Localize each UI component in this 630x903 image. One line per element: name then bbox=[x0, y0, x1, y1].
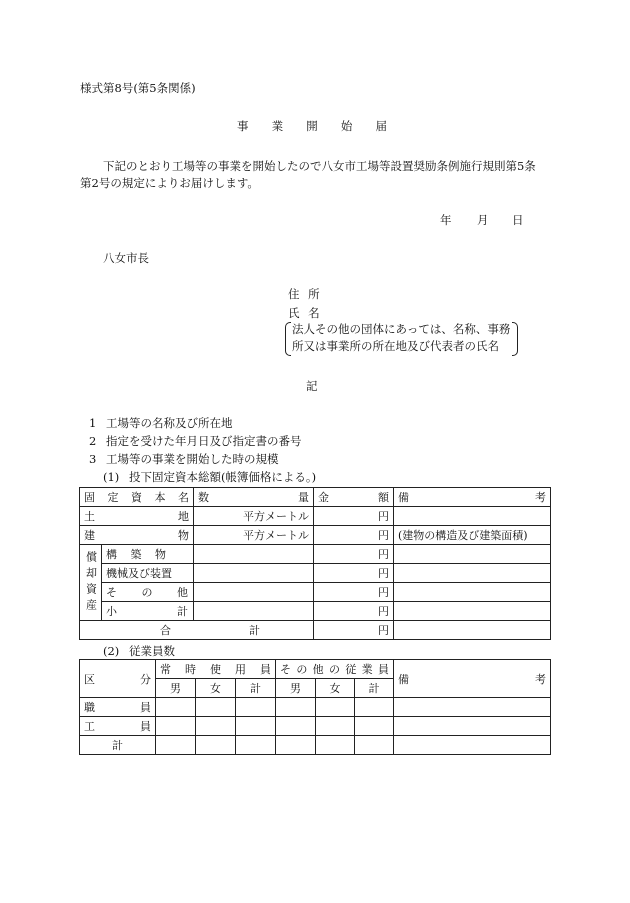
date-year: 年 bbox=[440, 213, 452, 227]
row-building-remarks: (建物の構造及び建築面積) bbox=[394, 526, 551, 545]
label-char: 本 bbox=[154, 491, 166, 504]
cell bbox=[316, 717, 355, 736]
label-char: 量 bbox=[298, 491, 309, 504]
label-char: 合 bbox=[160, 624, 171, 637]
item-1: 1 工場等の名称及び所在地 bbox=[89, 416, 233, 430]
label-char: 計 bbox=[249, 624, 260, 637]
label-char: 員 bbox=[377, 663, 389, 676]
row-subtotal-qty bbox=[194, 602, 314, 621]
header-amount bbox=[314, 488, 394, 507]
item-3: 3 工場等の事業を開始した時の規模 bbox=[89, 452, 279, 466]
row-machinery-name: 機械及び装置 bbox=[102, 564, 194, 583]
row-building-yen: 円 bbox=[314, 526, 394, 545]
label-char: 分 bbox=[140, 672, 151, 686]
label-char: 備 bbox=[398, 491, 409, 504]
label-char: 考 bbox=[535, 672, 547, 686]
row-structure-yen: 円 bbox=[314, 545, 394, 564]
label-char: 築 bbox=[130, 548, 142, 561]
label-char: 職 bbox=[84, 701, 95, 714]
row-machinery-qty bbox=[194, 564, 314, 583]
header-asset bbox=[80, 488, 194, 507]
cell bbox=[236, 717, 276, 736]
applicant-note bbox=[292, 321, 510, 355]
cell bbox=[276, 717, 316, 736]
header-category bbox=[80, 660, 156, 698]
table-row bbox=[80, 660, 551, 679]
label-char: 備 bbox=[398, 672, 410, 686]
label-char: 数 bbox=[198, 491, 209, 504]
label-char: 時 bbox=[185, 663, 196, 676]
label-char: 小 bbox=[106, 605, 117, 618]
header-qty bbox=[194, 488, 314, 507]
header-other bbox=[276, 660, 394, 679]
label-char: 定 bbox=[107, 491, 119, 504]
address-label: 住 所 bbox=[288, 287, 320, 301]
row-subtotal-name bbox=[102, 602, 194, 621]
bracket-right bbox=[512, 322, 518, 356]
label-char: 名 bbox=[178, 491, 189, 504]
row-building-unit: 平方メートル bbox=[194, 526, 314, 545]
label-char: 固 bbox=[84, 491, 95, 504]
cell bbox=[196, 717, 236, 736]
label-char: 物 bbox=[178, 529, 189, 542]
header-remarks bbox=[394, 488, 551, 507]
cell bbox=[355, 736, 394, 755]
cell bbox=[355, 698, 394, 717]
employee-table bbox=[79, 659, 551, 755]
capital-table bbox=[79, 487, 551, 640]
label-char: 計 bbox=[177, 605, 188, 618]
row-subtotal-yen: 円 bbox=[314, 602, 394, 621]
table-row bbox=[80, 564, 551, 583]
cell bbox=[394, 736, 551, 755]
label-char: 物 bbox=[155, 548, 166, 561]
label-char: 他 bbox=[312, 663, 324, 676]
date-month: 月 bbox=[477, 213, 489, 227]
label-char: 土 bbox=[84, 510, 95, 523]
cell bbox=[276, 698, 316, 717]
label-char: 区 bbox=[84, 672, 95, 686]
page-title bbox=[237, 118, 387, 134]
table-row bbox=[80, 602, 551, 621]
header-other-total: 計 bbox=[355, 679, 394, 698]
addressee: 八女市長 bbox=[103, 251, 149, 265]
row-worker-label bbox=[80, 717, 156, 736]
cell bbox=[394, 717, 551, 736]
row-total-label: 計 bbox=[80, 736, 156, 755]
label-char: 構 bbox=[106, 548, 117, 561]
row-subtotal-remarks bbox=[394, 602, 551, 621]
label-char: 地 bbox=[178, 510, 189, 523]
row-structure-remarks bbox=[394, 545, 551, 564]
cell bbox=[156, 736, 196, 755]
label-char: 資 bbox=[131, 491, 142, 504]
date-day: 日 bbox=[512, 213, 524, 227]
row-other-remarks bbox=[394, 583, 551, 602]
table-row bbox=[80, 526, 551, 545]
label-char: そ bbox=[280, 663, 292, 676]
name-label: 氏 名 bbox=[288, 306, 320, 320]
table-row bbox=[80, 736, 551, 755]
row-other-name bbox=[102, 583, 194, 602]
row-structure-qty bbox=[194, 545, 314, 564]
row-staff-label bbox=[80, 698, 156, 717]
row-structure-name bbox=[102, 545, 194, 564]
applicant-note-line2: 所又は事業所の所在地及び代表者の氏名 bbox=[292, 339, 499, 353]
body-text-line1: 下記のとおり工場等の事業を開始したので八女市工場等設置奨励条例施行規則第5条 bbox=[103, 159, 536, 173]
row-total-name bbox=[80, 621, 314, 640]
cell bbox=[316, 698, 355, 717]
header-other-female: 女 bbox=[316, 679, 355, 698]
label-char: の bbox=[296, 663, 308, 676]
table-row bbox=[80, 583, 551, 602]
label-char: 他 bbox=[177, 586, 188, 599]
cell bbox=[355, 717, 394, 736]
row-machinery-remarks bbox=[394, 564, 551, 583]
label-char: 従 bbox=[345, 663, 357, 676]
row-other-qty bbox=[194, 583, 314, 602]
label-char: 建 bbox=[84, 529, 95, 542]
table-row bbox=[80, 698, 551, 717]
depreciable-assets-label: 償却資産 bbox=[80, 545, 102, 621]
label-char: 額 bbox=[378, 491, 389, 504]
title-char: 届 bbox=[375, 119, 387, 133]
cell bbox=[236, 736, 276, 755]
row-total-remarks bbox=[394, 621, 551, 640]
label-char: の bbox=[329, 663, 340, 676]
label-char: 用 bbox=[235, 663, 246, 676]
label-char: 常 bbox=[160, 663, 171, 676]
subsection-2: (2) 従業員数 bbox=[103, 644, 175, 658]
label-char: 使 bbox=[210, 663, 221, 676]
label-char: 員 bbox=[140, 720, 151, 733]
cell bbox=[236, 698, 276, 717]
cell bbox=[276, 736, 316, 755]
applicant-note-line1: 法人その他の団体にあっては、名称、事務 bbox=[292, 322, 511, 336]
table-row bbox=[80, 621, 551, 640]
form-number: 様式第8号(第5条関係) bbox=[80, 81, 196, 95]
header-other-male: 男 bbox=[276, 679, 316, 698]
ki-label: 記 bbox=[306, 379, 318, 393]
subsection-1: (1) 投下固定資本総額(帳簿価格による。) bbox=[103, 470, 317, 484]
label-char: の bbox=[141, 586, 153, 599]
header-regular-total: 計 bbox=[236, 679, 276, 698]
title-char: 始 bbox=[340, 119, 353, 133]
label-char: 員 bbox=[260, 663, 271, 676]
cell bbox=[156, 717, 196, 736]
header-remarks bbox=[394, 660, 551, 698]
item-2: 2 指定を受けた年月日及び指定書の番号 bbox=[89, 434, 302, 448]
title-char: 開 bbox=[306, 119, 318, 133]
row-building-name bbox=[80, 526, 194, 545]
table-row bbox=[80, 507, 551, 526]
row-land-yen: 円 bbox=[314, 507, 394, 526]
row-machinery-yen: 円 bbox=[314, 564, 394, 583]
bracket-left bbox=[285, 322, 291, 356]
cell bbox=[316, 736, 355, 755]
label-char: 金 bbox=[318, 491, 329, 504]
header-regular bbox=[156, 660, 276, 679]
label-char: 員 bbox=[140, 701, 151, 714]
cell bbox=[196, 698, 236, 717]
row-land-name bbox=[80, 507, 194, 526]
table-row bbox=[80, 488, 551, 507]
title-char: 業 bbox=[271, 119, 284, 133]
row-land-unit: 平方メートル bbox=[194, 507, 314, 526]
header-regular-male: 男 bbox=[156, 679, 196, 698]
label-char: 業 bbox=[361, 663, 373, 676]
cell bbox=[394, 698, 551, 717]
body-text-line2: 第2号の規定によりお届けします。 bbox=[80, 176, 259, 190]
table-row bbox=[80, 545, 551, 564]
label-char: 考 bbox=[535, 491, 546, 504]
cell bbox=[156, 698, 196, 717]
title-char: 事 bbox=[237, 119, 249, 133]
table-row bbox=[80, 717, 551, 736]
label-char: そ bbox=[106, 586, 117, 599]
row-land-remarks bbox=[394, 507, 551, 526]
label-char: 工 bbox=[84, 720, 95, 733]
header-regular-female: 女 bbox=[196, 679, 236, 698]
cell bbox=[196, 736, 236, 755]
row-other-yen: 円 bbox=[314, 583, 394, 602]
row-total-yen: 円 bbox=[314, 621, 394, 640]
